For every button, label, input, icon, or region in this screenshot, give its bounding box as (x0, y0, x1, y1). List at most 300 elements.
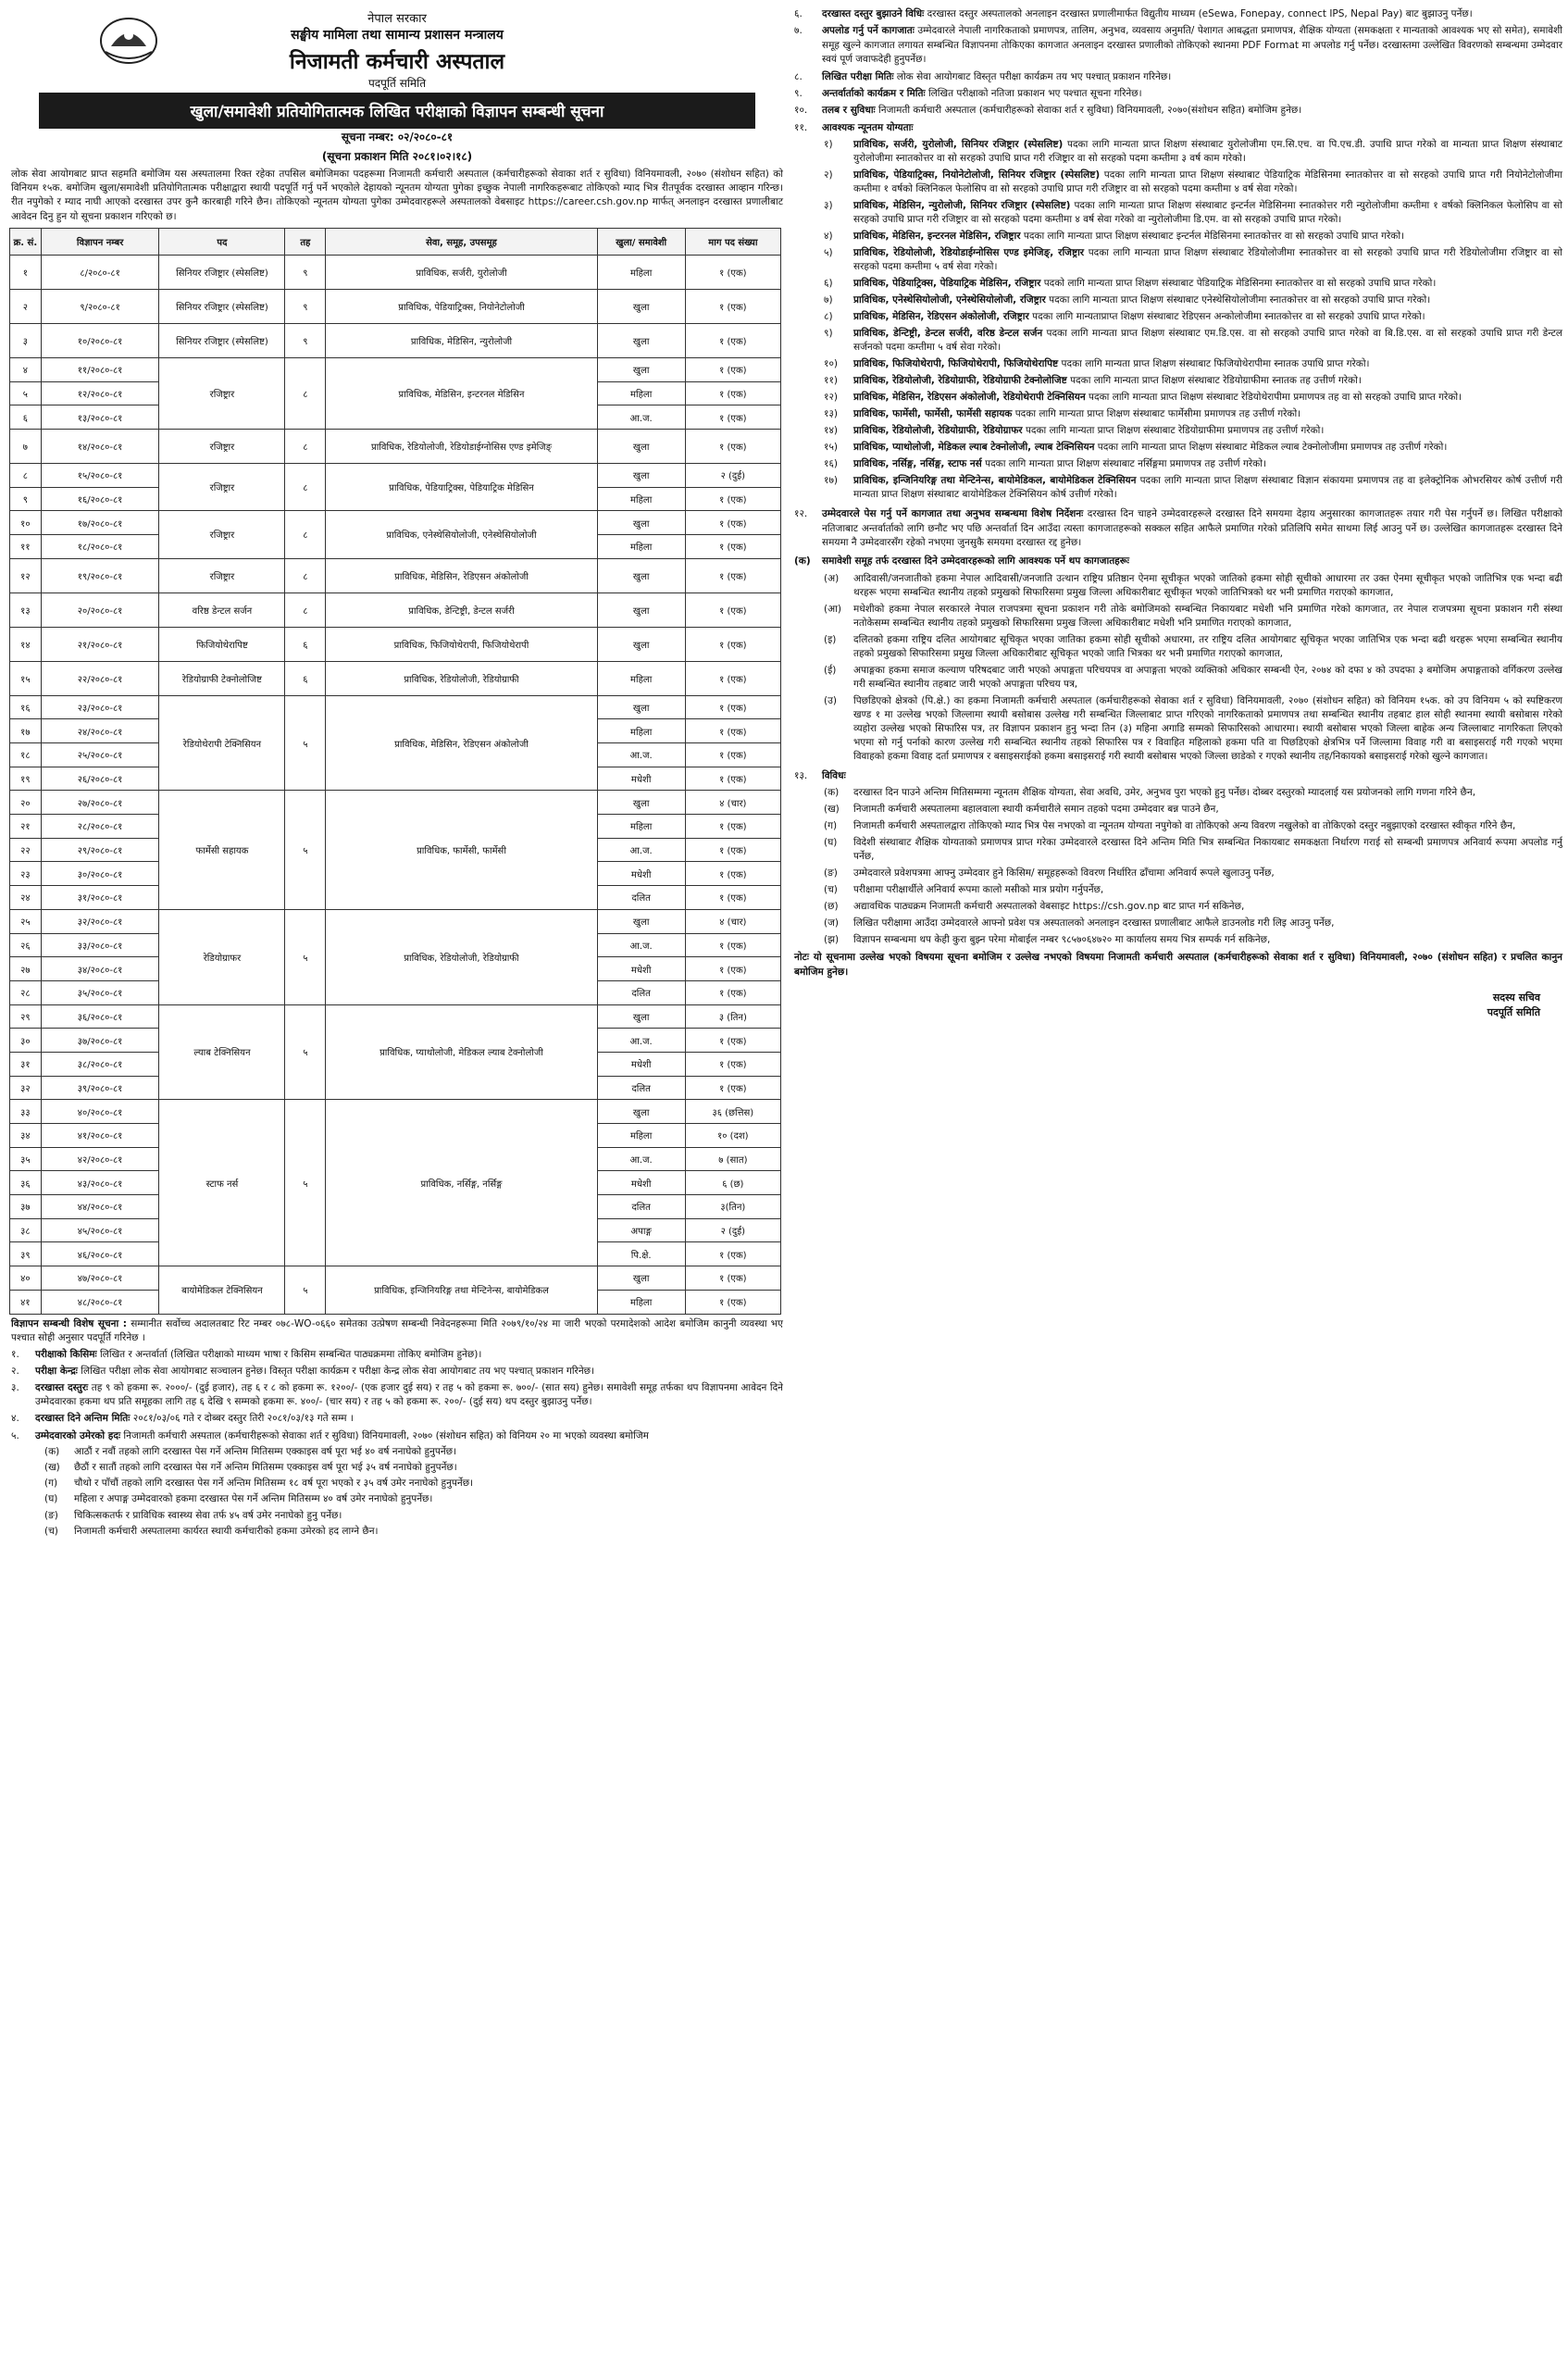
table-row (10, 255, 781, 289)
cell-count: १ (एक) (685, 534, 780, 558)
cell-count: ७ (सात) (685, 1147, 780, 1171)
cell-post: वरिष्ठ डेन्टल सर्जन (159, 592, 285, 627)
age-item-body (74, 1509, 342, 1523)
left-item (7, 1381, 787, 1409)
left-item (7, 1412, 787, 1426)
qualification-item-label: प्राविधिक, फिजियोथेरापी, फिजियोथेरापी, फिजियोथेरापिष्ट (853, 358, 1059, 370)
cell-service: प्राविधिक, मेडिसिन, इन्टरनल मेडिसिन (326, 357, 597, 429)
right-item-num: ७. (794, 25, 803, 37)
cell-level: ८ (285, 592, 326, 627)
qualification-item (794, 199, 1562, 227)
misc-item-text: अद्यावधिक पाठ्यक्रम निजामती कर्मचारी अस्पतालको वेबसाइट https://csh.gov.np बाट प्राप्त गर्न सकिनेछ, (853, 901, 1245, 913)
misc-item-body (853, 786, 1475, 800)
cell-sn: ९ (10, 487, 42, 511)
cell-sn: २० (10, 791, 42, 815)
cell-count: १ (एक) (685, 838, 780, 862)
left-item-label: परीक्षाको किसिमः (35, 1348, 97, 1360)
qualification-item (794, 293, 1562, 307)
inclusive-item (794, 603, 1562, 630)
cell-sn: ३६ (10, 1171, 42, 1195)
table-row (10, 511, 781, 535)
qualification-item-label: प्राविधिक, पेडियाट्रिक्स, पेडियाट्रिक मेडिसिन, रजिष्ट्रार (853, 278, 1041, 290)
cell-ad-no: २२/२०८०-८१ (41, 661, 159, 695)
cell-type: मधेशी (597, 767, 685, 791)
age-item-text: निजामती कर्मचारी अस्पतालमा कार्यरत स्थायी कर्मचारीको हकमा उमेरको हद लाग्ने छैन। (74, 1525, 379, 1537)
misc-item (794, 786, 1562, 800)
right-item-label: अन्तर्वार्ताको कार्यक्रम र मितिः (822, 88, 926, 100)
cell-post: सिनियर रजिष्ट्रार (स्पेसलिष्ट) (159, 323, 285, 357)
age-item-text: छैठौं र सातौं तहको लागि दरखास्त पेस गर्ने अन्तिम मितिसम्म एक्काइस वर्ष पूरा भई ३५ वर्ष ननाघेको हुनुपर्नेछ। (74, 1461, 457, 1473)
table-row (10, 289, 781, 323)
cell-service: प्राविधिक, फार्मेसी, फार्मेसी (326, 791, 597, 909)
qualification-item-text: पदका लागि मान्यता प्राप्त शिक्षण संस्थाबाट नर्सिङ्गमा प्रमाणपत्र तह उत्तीर्ण गरेको। (985, 458, 1266, 470)
qualification-item-label: प्राविधिक, डेन्टिष्ट्री, डेन्टल सर्जरी, वरिष्ठ डेन्टल सर्जन (853, 328, 1043, 340)
left-item-label: परीक्षा केन्द्रः (35, 1365, 78, 1377)
table-row (10, 627, 781, 661)
cell-service: प्राविधिक, पेडियाट्रिक्स, नियोनेटोलोजी (326, 289, 597, 323)
signature-block (794, 991, 1562, 1020)
misc-item-num: (घ) (824, 837, 838, 849)
qualification-item (794, 391, 1562, 405)
right-column (794, 0, 1562, 1020)
misc-item-body (853, 819, 1515, 833)
qualification-item-label: प्राविधिक, सर्जरी, युरोलोजी, सिनियर रजिष्ट्रार (स्पेसलिष्ट) (853, 139, 1064, 151)
cell-service: प्राविधिक, मेडिसिन, रेडिएसन अंकोलोजी (326, 558, 597, 592)
cell-count: १ (एक) (685, 429, 780, 463)
cell-ad-no: ४५/२०८०-८१ (41, 1218, 159, 1242)
table-row (10, 592, 781, 627)
cell-type: खुला (597, 463, 685, 487)
cell-sn: ६ (10, 405, 42, 430)
cell-count: १ (एक) (685, 743, 780, 767)
misc-item-num: (ज) (824, 917, 839, 929)
cell-type: खुला (597, 511, 685, 535)
left-item-text: २०८१/०३/०६ गते र दोब्बर दस्तुर तिरी २०८१/०३/१३ गते सम्म । (132, 1413, 354, 1425)
table-row (10, 463, 781, 487)
cell-type: महिला (597, 487, 685, 511)
cell-type: महिला (597, 815, 685, 839)
cell-sn: १ (10, 255, 42, 289)
notice-header (7, 9, 787, 124)
misc-item-num: (झ) (824, 934, 840, 946)
right-item-label: दरखास्त दस्तुर बुझाउने विधिः (822, 8, 925, 19)
table-row (10, 357, 781, 381)
cell-post: रेडियोग्राफी टेक्नोलोजिष्ट (159, 661, 285, 695)
qualification-item-text: पदका लागि मान्यता प्राप्त शिक्षण संस्थाबाट इन्टर्नल मेडिसिनमा स्नातकोत्तर वा सो सरहको उपाधि प्राप्त गरेको। (1023, 231, 1405, 243)
qualification-item-body (853, 230, 1404, 243)
qualification-item-num: ७) (824, 294, 833, 306)
misc-item-num: (च) (824, 884, 838, 896)
qualification-item (794, 474, 1562, 502)
cell-sn: १९ (10, 767, 42, 791)
cell-count: १ (एक) (685, 323, 780, 357)
left-item-num: ३. (11, 1381, 19, 1393)
cell-type: महिला (597, 719, 685, 743)
cell-ad-no: ४०/२०८०-८१ (41, 1100, 159, 1124)
cell-level: ८ (285, 558, 326, 592)
qualification-item-body (853, 310, 1425, 324)
col-ad-no: विज्ञापन नम्बर (41, 228, 159, 255)
cell-type: महिला (597, 1290, 685, 1314)
cell-ad-no: ४२/२०८०-८१ (41, 1147, 159, 1171)
left-item-body (35, 1365, 594, 1378)
cell-sn: ४० (10, 1266, 42, 1291)
qualification-item-body (853, 246, 1562, 274)
cell-sn: २१ (10, 815, 42, 839)
cell-type: आ.ज. (597, 405, 685, 430)
cell-ad-no: १३/२०८०-८१ (41, 405, 159, 430)
cell-sn: १५ (10, 661, 42, 695)
cell-ad-no: १०/२०८०-८१ (41, 323, 159, 357)
notice-banner: खुला/समावेशी प्रतियोगितात्मक लिखित परीक्षाको विज्ञापन सम्बन्धी सूचना (39, 93, 755, 129)
special-notice-text: सम्मानीत सर्वोच्च अदालतबाट रिट नम्बर ०७८-WO-०६६० समेतका उत्प्रेषण सम्बन्धी निवेदनहरूमा मिति २०७९/१०/२४ मा जारी भएको परमादेशको आदेश बमोजिम कानुनी व्यवस्था भए पश्चात सोही अनुसार पदपूर्ति गरिनेछ । (11, 1317, 783, 1343)
inclusive-item-num: (उ) (824, 694, 837, 706)
qualification-item-body (853, 357, 1370, 371)
cell-ad-no: ३७/२०८०-८१ (41, 1029, 159, 1053)
cell-ad-no: २०/२०८०-८१ (41, 592, 159, 627)
qualification-item-num: ८) (824, 311, 833, 323)
cell-type: खुला (597, 1100, 685, 1124)
cell-service: प्राविधिक, पेडियाट्रिक्स, पेडियाट्रिक मेडिसिन (326, 463, 597, 510)
qualification-item-num: १) (824, 139, 833, 151)
left-item-num: ४. (11, 1413, 19, 1425)
right-item-num: ९. (794, 88, 803, 100)
qualification-item-body (853, 138, 1562, 166)
left-item (7, 1348, 787, 1362)
right-item (794, 24, 1562, 67)
inclusive-item-text: मधेशीको हकमा नेपाल सरकारले नेपाल राजपत्रमा सूचना प्रकाशन गरी तोके बमोजिमको सम्बन्धित निकायबाट मधेशी भनि प्रमाणित गरेको कागजात, तर नेपाल राजपत्रमा सूचना प्रकाशन गरी संस्था नतोकेसम्म सम्बन्धित स्थानीय तहको प्रमुखको सिफारिसमा प्रमुख जिल्ला अधिकारीबाट मधेशी भनि प्रमाणित गराएको कागजात, (853, 603, 1562, 629)
qualification-item (794, 441, 1562, 455)
cell-sn: १७ (10, 719, 42, 743)
qualification-item-label: प्राविधिक, मेडिसिन, रेडिएसन अंकोलोजी, रेडियोथेरापी टेक्निसियन (853, 392, 1086, 404)
table-row (10, 791, 781, 815)
table-row (10, 1004, 781, 1029)
cell-type: खुला (597, 323, 685, 357)
cell-count: १ (एक) (685, 886, 780, 910)
cell-type: आ.ज. (597, 933, 685, 957)
cell-ad-no: १९/२०८०-८१ (41, 558, 159, 592)
cell-type: मधेशी (597, 957, 685, 981)
right-item (794, 121, 1562, 135)
inclusive-item-text: आदिवासी/जनजातीको हकमा नेपाल आदिवासी/जनजाति उत्थान राष्ट्रिय प्रतिष्ठान ऐनमा सूचीकृत भएको जातिको हकमा सोही सूचीको आधारमा तर उक्त ऐनमा सूचीकृत भएको जातिभित्र एक भन्दा बढी थरहरू भएमा सम्बन्धित स्थानीय तहको प्रमुखको सिफारिसमा प्रमुख जिल्ला अधिकारीबाट सूचीकृत भएको जातिभित्रको थर भनी प्रमाणित गराएको कागजात, (853, 572, 1562, 598)
cell-count: १ (एक) (685, 933, 780, 957)
misc-item-text: दरखास्त दिन पाउने अन्तिम मितिसम्ममा न्यूनतम शैक्षिक योग्यता, सेवा अवधि, उमेर, अनुभव पुरा भएको हुनु पर्नेछ। दोब्बर दस्तुरको म्यादलाई यस प्रयोजनको लागि गणना गरिने छैन, (853, 787, 1476, 799)
age-item-num: (घ) (44, 1493, 58, 1505)
misc-item-body (853, 900, 1244, 914)
qualification-item (794, 168, 1562, 196)
left-item-body (35, 1412, 354, 1426)
cell-sn: २७ (10, 957, 42, 981)
cell-sn: २९ (10, 1004, 42, 1029)
cell-type: आ.ज. (597, 743, 685, 767)
qualification-item-body (853, 391, 1462, 405)
inclusive-item-text: दलितको हकमा राष्ट्रिय दलित आयोगबाट सूचिकृत भएका जातिका हकमा सोही सूचीको अधारमा, तर राष्ट्रिय दलित आयोगबाट सूचिकृत भएका जातिभित्र एक भन्दा बढी थरहरू भएमा सम्बन्धित स्थानीय तहको प्रमुखको सिफारिसमा प्रमुख जिल्ला अधिकारीबाट सूचिकृत भएको जाति भित्रका थर भनी प्रमाणित गराएको कागजात, (853, 633, 1562, 659)
cell-count: ४ (चार) (685, 909, 780, 933)
note (794, 951, 1562, 979)
right-item-text: लोक सेवा आयोगबाट विस्तृत परीक्षा कार्यक्रम तय भए पश्चात् प्रकाशन गरिनेछ। (896, 70, 1172, 82)
misc-item (794, 867, 1562, 880)
item-13 (794, 769, 1562, 783)
qualification-item-label: प्राविधिक, एनेस्थेसियोलोजी, एनेस्थेसियोलोजी, रजिष्ट्रार (853, 294, 1046, 306)
cell-post: रेडियोग्राफर (159, 909, 285, 1004)
cell-type: दलित (597, 886, 685, 910)
cell-sn: २२ (10, 838, 42, 862)
signature-title: सदस्य सचिव (1492, 992, 1540, 1004)
cell-ad-no: ४४/२०८०-८१ (41, 1195, 159, 1219)
qualification-item (794, 246, 1562, 274)
age-item-text: आठौं र नवौं तहको लागि दरखास्त पेस गर्ने अन्तिम मितिसम्म एक्काइस वर्ष पूरा भई ४० वर्ष ननाघेको हुनुपर्नेछ। (74, 1445, 457, 1457)
right-item-body (822, 7, 1473, 21)
cell-ad-no: ८/२०८०-८१ (41, 255, 159, 289)
cell-post: सिनियर रजिष्ट्रार (स्पेसलिष्ट) (159, 255, 285, 289)
qualification-item-num: ६) (824, 278, 833, 290)
special-notice-label: विज्ञापन सम्बन्धी विशेष सूचना : (11, 1317, 127, 1329)
table-header-row (10, 228, 781, 255)
misc-item-body (853, 933, 1270, 947)
left-item-body (35, 1429, 649, 1443)
misc-item-num: (ग) (824, 820, 838, 832)
inclusive-item-body (853, 572, 1562, 600)
qualification-item-num: ४) (824, 231, 833, 243)
right-item (794, 70, 1562, 84)
cell-count: १ (एक) (685, 405, 780, 430)
cell-count: १ (एक) (685, 1029, 780, 1053)
right-item-body (822, 24, 1562, 67)
cell-ad-no: ३३/२०८०-८१ (41, 933, 159, 957)
cell-count: ६ (छ) (685, 1171, 780, 1195)
qualification-item-num: १५) (824, 442, 839, 454)
cell-ad-no: १६/२०८०-८१ (41, 487, 159, 511)
qualification-item-num: २) (824, 169, 833, 181)
cell-level: ५ (285, 1100, 326, 1266)
cell-type: आ.ज. (597, 838, 685, 862)
cell-ad-no: ३९/२०८०-८१ (41, 1076, 159, 1100)
misc-item-body (853, 867, 1275, 880)
cell-service: प्राविधिक, रेडियोलोजी, रेडियोग्राफी (326, 661, 597, 695)
misc-item-body (853, 803, 1219, 817)
cell-ad-no: १२/२०८०-८१ (41, 381, 159, 405)
misc-item-text: विज्ञापन सम्बन्धमा थप केही कुरा बुझ्न परेमा मोबाईल नम्बर ९८५७०६४७२० मा कार्यालय समय भित्र सम्पर्क गर्न सकिनेछ, (853, 934, 1271, 946)
cell-post: बायोमेडिकल टेक्निसियन (159, 1266, 285, 1314)
age-item-num: (ख) (44, 1461, 60, 1473)
qualification-item-body (853, 168, 1562, 196)
cell-sn: ३१ (10, 1052, 42, 1076)
right-item-body (822, 104, 1301, 118)
misc-item-text: निजामती कर्मचारी अस्पतालमा बहालवाला स्थायी कर्मचारीले समान तहको पदमा उम्मेदवार बन्न पाउने छैन, (853, 804, 1219, 816)
cell-type: महिला (597, 255, 685, 289)
cell-ad-no: २६/२०८०-८१ (41, 767, 159, 791)
age-item (7, 1492, 787, 1506)
cell-sn: ३७ (10, 1195, 42, 1219)
intro-paragraph: लोक सेवा आयोगबाट प्राप्त सहमति बमोजिम यस अस्पतालमा रिक्त रहेका तपसिल बमोजिमका पदहरूमा निजामती कर्मचारी अस्पताल (कर्मचारीहरूको सेवाका शर्त र सुविधा) विनियमावली, २०७० (संशोधन सहित) को विनियम १५क. बमोजिम खुला/समावेशी प्रतियोगितात्मक परीक्षाद्वारा स्थायी पदपूर्ति गर्नु पर्ने भएकोले देहायको न्यूनतम योग्यता पुगेका इच्छुक नेपाली नागरिकहरूबाट तोकिएको म्याद भित्र रीतपूर्वक दरखास्त आव्हान गरिन्छ। रीत नपुगेको र म्याद नाघी आएको दरखास्त उपर कुनै कारबाही गरिने छैन। तोकिएको न्यूनतम योग्यता पुगेका उम्मेदवारहरूले अस्पतालको वेबसाइट https://career.csh.gov.np मार्फत् अनलाइन दरखास्त प्रणालीबाट आवेदन दिनु हुन यो सूचना प्रकाशन गरिएको छ। (11, 168, 783, 222)
cell-ad-no: ३१/२०८०-८१ (41, 886, 159, 910)
misc-item-text: लिखित परीक्षामा आउँदा उम्मेदवारले आफ्नो प्रवेश पत्र अस्पतालको अनलाइन दरखास्त प्रणालीबाट आफैले डाउनलोड गरी लिइ आउनु पर्नेछ, (853, 917, 1335, 929)
qualification-item-text: पदका लागि मान्यता प्राप्त शिक्षण संस्थाबाट फार्मेसीमा प्रमाणपत्र तह उत्तीर्ण गरेको। (1014, 408, 1301, 420)
right-items-list (794, 7, 1562, 135)
item-13-num: १३. (794, 769, 808, 781)
qualification-item-text: पदको लागि मान्यता प्राप्त शिक्षण संस्थाबाट पेडियाट्रिक मेडिसिनमा स्नातकोत्तर वा सो सरहको उपाधि प्राप्त गरेको। (1043, 278, 1437, 290)
table-row (10, 1100, 781, 1124)
cell-count: १ (एक) (685, 661, 780, 695)
age-item-body (74, 1492, 432, 1506)
qualification-item-num: १७) (824, 475, 839, 487)
left-items-list (7, 1348, 787, 1443)
cell-service: प्राविधिक, रेडियोलोजी, रेडियोग्राफी (326, 909, 597, 1004)
cell-type: मधेशी (597, 1052, 685, 1076)
qualification-item-num: १३) (824, 408, 839, 420)
age-item-text: महिला र अपाङ्ग उम्मेदवारको हकमा दरखास्त पेस गर्ने अन्तिम मितिसम्म ४० वर्ष उमेर ननाघेको हुनुपर्नेछ। (74, 1493, 433, 1505)
cell-sn: १६ (10, 695, 42, 719)
qualification-item-text: पदका लागि मान्यता प्राप्त शिक्षण संस्थाबाट रेडियोग्राफीमा स्नातक तह उत्तीर्ण गरेको। (1070, 375, 1362, 387)
cell-post: फिजियोथेरापिष्ट (159, 627, 285, 661)
ministry-name: सङ्घीय मामिला तथा सामान्य प्रशासन मन्त्रालय (291, 28, 504, 43)
age-item-body (74, 1445, 456, 1459)
cell-sn: ७ (10, 429, 42, 463)
col-level: तह (285, 228, 326, 255)
cell-level: ६ (285, 627, 326, 661)
misc-item (794, 883, 1562, 897)
cell-count: १ (एक) (685, 1052, 780, 1076)
cell-count: १ (एक) (685, 289, 780, 323)
col-sn: क्र. सं. (10, 228, 42, 255)
qualification-item-text: पदका लागि मान्यता प्राप्त शिक्षण संस्थाबाट रेडियोलोजीमा स्नातकोत्तर वा सो सरहको उपाधि प्राप्त गरी रेडियोलोजीमा रजिष्ट्रार वा सो सरहको पदमा कम्तीमा ५ वर्ष सेवा गरेको। (853, 247, 1562, 273)
cell-ad-no: ३५/२०८०-८१ (41, 980, 159, 1004)
misc-item (794, 917, 1562, 930)
right-item (794, 87, 1562, 101)
cell-ad-no: ४८/२०८०-८१ (41, 1290, 159, 1314)
cell-sn: ३२ (10, 1076, 42, 1100)
qualification-item-label: प्राविधिक, नर्सिङ्ग, नर्सिङ्ग, स्टाफ नर्स (853, 458, 982, 470)
left-column (7, 0, 787, 1539)
right-item-num: ८. (794, 70, 803, 82)
left-item-body (35, 1381, 783, 1409)
inclusive-items-list (794, 572, 1562, 764)
inclusive-item (794, 572, 1562, 600)
qualification-item (794, 457, 1562, 471)
qualification-item-label: प्राविधिक, इन्जिनियरिङ्ग तथा मेन्टिनेन्स, बायोमेडिकल, बायोमेडिकल टेक्निसियन (853, 475, 1137, 487)
cell-ad-no: १८/२०८०-८१ (41, 534, 159, 558)
cell-sn: ३५ (10, 1147, 42, 1171)
left-item-num: ५. (11, 1429, 19, 1441)
right-item-body (822, 70, 1171, 84)
misc-item-num: (ङ) (824, 867, 838, 879)
table-row (10, 695, 781, 719)
cell-count: ३(तिन) (685, 1195, 780, 1219)
committee-name: पदपूर्ति समिति (367, 77, 427, 90)
cell-count: १ (एक) (685, 487, 780, 511)
cell-level: ८ (285, 429, 326, 463)
cell-ad-no: ९/२०८०-८१ (41, 289, 159, 323)
cell-type: खुला (597, 289, 685, 323)
publication-date: (सूचना प्रकाशन मिति २०८१।०२।१८) (321, 150, 473, 163)
vacancy-table (9, 228, 781, 1315)
cell-service: प्राविधिक, एनेस्थेसियोलोजी, एनेस्थेसियोलोजी (326, 511, 597, 558)
age-item-body (74, 1477, 473, 1491)
cell-sn: ३ (10, 323, 42, 357)
misc-item-text: उम्मेदवारले प्रवेशपत्रमा आफ्नु उम्मेदवार हुने किसिम/ समूहहरूको विवरण निर्धारित ढाँचामा अनिवार्य रूपले खुलाउनु पर्नेछ, (853, 867, 1275, 879)
age-item-body (74, 1461, 457, 1475)
cell-count: ४ (चार) (685, 791, 780, 815)
left-item-text: लिखित र अन्तर्वार्ता (लिखित परीक्षाको माध्यम भाषा र किसिम सम्बन्धित पाठ्यक्रममा तोकिए बमोजिम हुनेछ)। (100, 1348, 482, 1360)
cell-post: रजिष्ट्रार (159, 511, 285, 558)
left-item-text: लिखित परीक्षा लोक सेवा आयोगबाट सञ्चालन हुनेछ। विस्तृत परीक्षा कार्यक्रम र परीक्षा केन्द्र लोक सेवा आयोगबाट तय भए पश्चात् प्रकाशन गरिनेछ। (81, 1365, 595, 1377)
inclusive-heading (794, 555, 1562, 568)
right-item-text: लिखित परीक्षाको नतिजा प्रकाशन भए पश्चात सूचना गरिनेछ। (927, 88, 1142, 100)
cell-count: १ (एक) (685, 767, 780, 791)
age-item-num: (च) (44, 1525, 58, 1537)
qualification-item-body (853, 441, 1447, 455)
qualification-item (794, 407, 1562, 421)
cell-count: १ (एक) (685, 815, 780, 839)
qualification-item (794, 277, 1562, 291)
cell-ad-no: २३/२०८०-८१ (41, 695, 159, 719)
qualification-item (794, 138, 1562, 166)
cell-level: ५ (285, 1004, 326, 1100)
cell-level: ५ (285, 1266, 326, 1314)
cell-sn: २८ (10, 980, 42, 1004)
cell-ad-no: २८/२०८०-८१ (41, 815, 159, 839)
cell-sn: ३४ (10, 1124, 42, 1148)
qualification-item-label: प्राविधिक, रेडियोलोजी, रेडियोडाईग्नोसिस एण्ड इमेजिङ्, रजिष्ट्रार (853, 247, 1085, 259)
age-items-list (7, 1445, 787, 1539)
cell-count: १ (एक) (685, 1290, 780, 1314)
left-item-body (35, 1348, 481, 1362)
cell-sn: ३० (10, 1029, 42, 1053)
cell-post: रजिष्ट्रार (159, 357, 285, 429)
qualification-item (794, 357, 1562, 371)
inclusive-item (794, 694, 1562, 764)
cell-count: १ (एक) (685, 627, 780, 661)
cell-type: खुला (597, 1004, 685, 1029)
cell-level: ५ (285, 909, 326, 1004)
qualification-item-body (853, 424, 1324, 438)
cell-count: १० (दश) (685, 1124, 780, 1148)
gov-name: नेपाल सरकार (367, 12, 427, 26)
cell-type: मधेशी (597, 862, 685, 886)
cell-count: १ (एक) (685, 1076, 780, 1100)
cell-sn: ३९ (10, 1242, 42, 1266)
cell-ad-no: ११/२०८०-८१ (41, 357, 159, 381)
cell-count: २ (दुई) (685, 463, 780, 487)
cell-count: १ (एक) (685, 957, 780, 981)
cell-ad-no: १७/२०८०-८१ (41, 511, 159, 535)
signature-committee: पदपूर्ति समिति (1487, 1006, 1540, 1019)
inclusive-item-num: (आ) (824, 603, 841, 615)
misc-item-text: परीक्षामा परीक्षार्थीले अनिवार्य रूपमा कालो मसीको मात्र प्रयोग गर्नुपर्नेछ, (853, 884, 1104, 896)
cell-post: ल्याब टेक्निसियन (159, 1004, 285, 1100)
right-item-num: ६. (794, 8, 803, 19)
vacancy-table-body (10, 255, 781, 1314)
qualification-item-label: प्राविधिक, प्याथोलोजी, मेडिकल ल्याब टेक्नोलोजी, ल्याब टेक्निसियन (853, 442, 1095, 454)
age-item (7, 1525, 787, 1539)
cell-type: पि.क्षे. (597, 1242, 685, 1266)
misc-item-body (853, 883, 1103, 897)
qualification-item-body (853, 374, 1362, 388)
special-notice (7, 1317, 787, 1345)
right-item-text: उम्मेदवारले नेपाली नागरिकताको प्रमाणपत्र, तालिम, अनुभव, व्यवसाय अनुमति/ पेशागत आबद्धता प्रमाणपत्र, शैक्षिक योग्यता (समकक्षता र मान्यताको आवश्यक भए सो समेत), समावेशी समूह खुल्ने कागजात लगायत सम्बन्धित विज्ञापनमा तोकिएका कागजात अनलाइन दरखास्त प्रणालीको तोकिएको स्थानमा PDF Format मा अपलोड गर्नु पर्नेछ। दरखास्तमा उल्लेखित विवरणको सम्बन्धमा उम्मेदवार स्वयं पूर्ण जवाफदेही हुनुपर्नेछ। (822, 25, 1562, 66)
qualification-item-num: १२) (824, 392, 839, 404)
qualification-item-text: पदका लागि मान्यता प्राप्त शिक्षण संस्थाबाट रेडियोथेरापीमा प्रमाणपत्र तह वा सो सरहको उपाधि प्राप्त गरेको। (1089, 392, 1462, 404)
cell-type: आ.ज. (597, 1147, 685, 1171)
cell-sn: ८ (10, 463, 42, 487)
cell-ad-no: ३४/२०८०-८१ (41, 957, 159, 981)
age-item-body (74, 1525, 379, 1539)
cell-post: रजिष्ट्रार (159, 463, 285, 510)
note-text: नोटः यो सूचनामा उल्लेख भएको विषयमा सूचना बमोजिम र उल्लेख नभएको विषयमा निजामती कर्मचारी अस्पताल (कर्मचारीहरूको सेवाका शर्त र सुविधा) विनियमावली, २०७० (संशोधन सहित) र प्रचलित कानुन बमोजिम हुनेछ। (794, 952, 1562, 978)
qualification-item-text: पदका लागि मान्यता प्राप्त शिक्षण संस्थाबाट मेडिकल ल्याब टेक्नोलोजीमा प्रमाणपत्र तह उत्तीर्ण गरेको। (1097, 442, 1448, 454)
right-item (794, 7, 1562, 21)
cell-count: १ (एक) (685, 255, 780, 289)
